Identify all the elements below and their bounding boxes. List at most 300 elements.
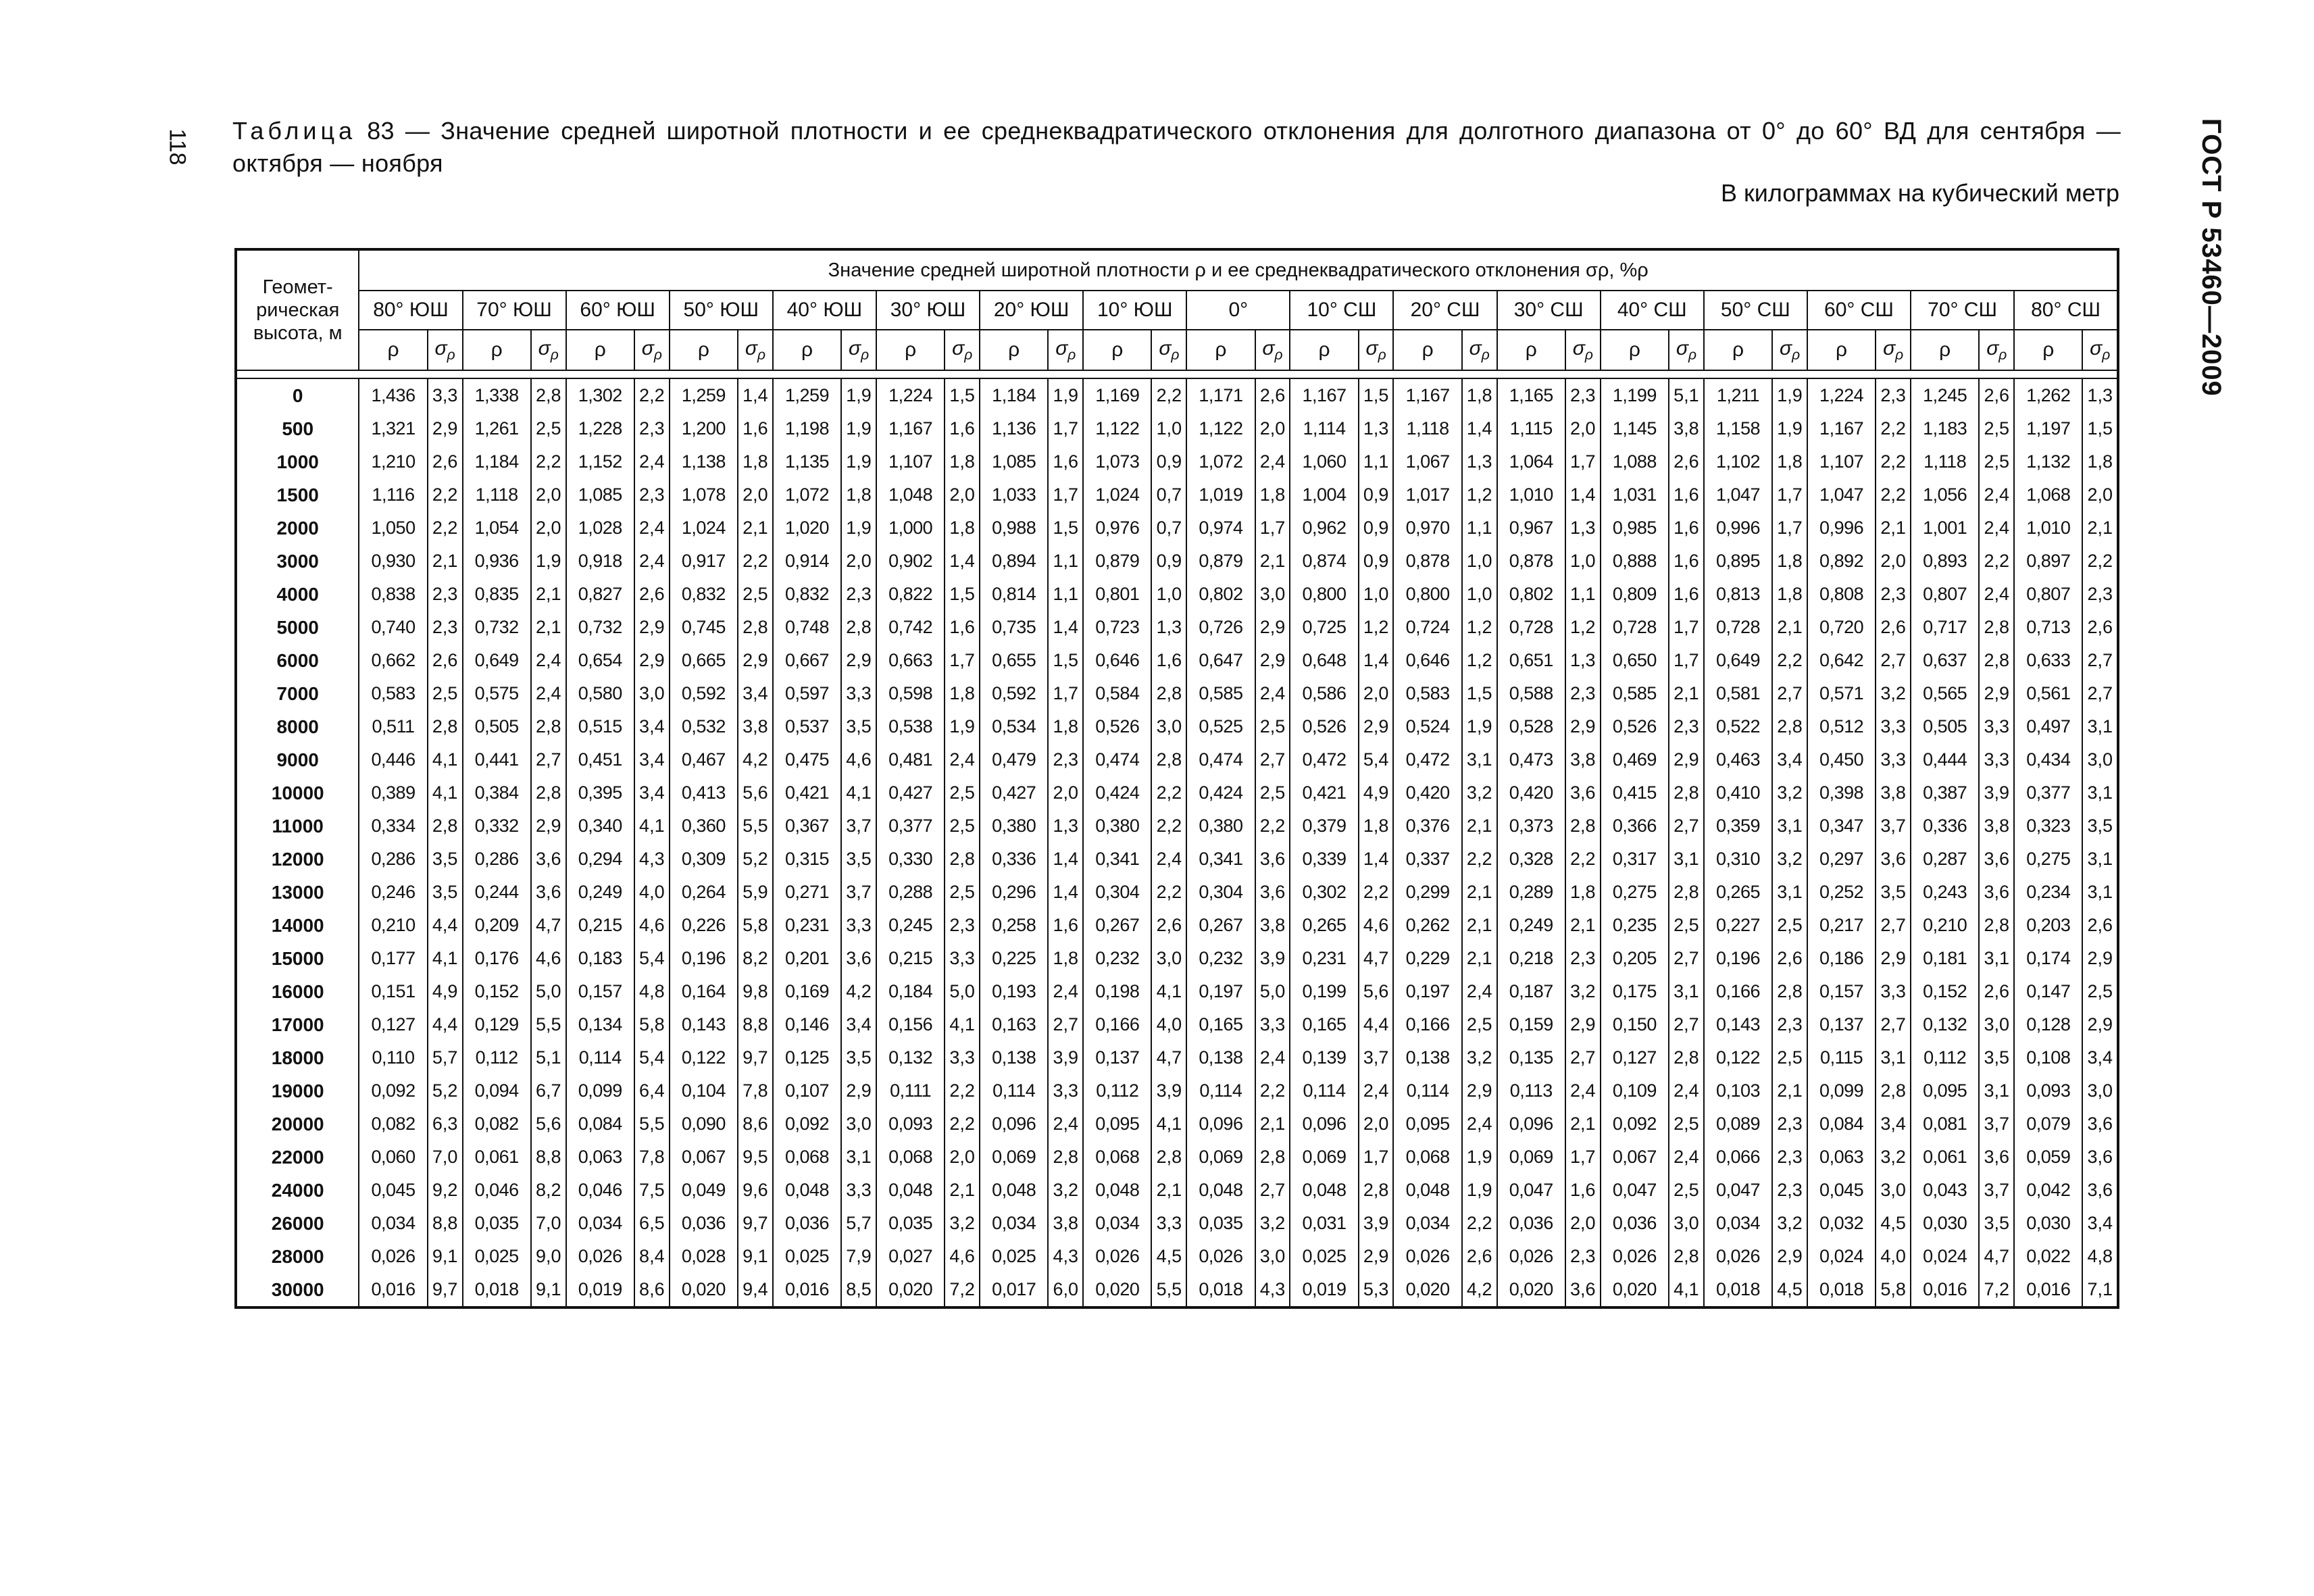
density-cell: 0,249 [566, 876, 634, 909]
density-cell: 1,088 [1601, 445, 1669, 478]
deviation-cell: 3,9 [1151, 1074, 1186, 1107]
deviation-cell: 2,8 [1876, 1074, 1911, 1107]
density-cell: 0,063 [566, 1141, 634, 1174]
deviation-cell: 2,1 [1462, 876, 1497, 909]
density-cell: 1,211 [1704, 378, 1772, 412]
altitude-cell: 22000 [236, 1141, 359, 1174]
density-cell: 1,261 [463, 412, 531, 445]
deviation-cell: 3,2 [1876, 677, 1911, 710]
density-cell: 0,359 [1704, 809, 1772, 843]
table-row [236, 644, 2118, 677]
deviation-cell: 2,7 [2082, 644, 2118, 677]
deviation-cell: 2,6 [634, 578, 670, 611]
deviation-cell: 2,5 [531, 412, 566, 445]
value-header-text: Значение средней широтной плотности ρ и ее среднеквадратического отклонения σρ, %ρ [828, 259, 1649, 281]
density-cell: 0,193 [980, 975, 1048, 1008]
deviation-cell: 3,3 [1048, 1074, 1083, 1107]
standard-id: ГОСТ Р 53460—2009 [2196, 118, 2226, 397]
density-cell: 1,085 [566, 478, 634, 512]
density-cell: 0,367 [773, 809, 841, 843]
table-row [236, 412, 2118, 445]
density-cell: 0,323 [2014, 809, 2082, 843]
deviation-cell: 4,4 [1359, 1008, 1394, 1041]
density-cell: 0,137 [1807, 1008, 1876, 1041]
deviation-cell: 2,7 [1048, 1008, 1083, 1041]
density-cell: 0,111 [876, 1074, 945, 1107]
density-cell: 0,187 [1497, 975, 1565, 1008]
deviation-cell: 0,7 [1151, 478, 1186, 512]
deviation-cell: 1,5 [945, 578, 980, 611]
deviation-cell: 3,3 [428, 378, 463, 412]
altitude-cell: 20000 [236, 1107, 359, 1141]
deviation-cell: 5,5 [634, 1107, 670, 1141]
density-cell: 0,267 [1186, 909, 1255, 942]
density-cell: 0,902 [876, 545, 945, 578]
deviation-cell: 2,9 [428, 412, 463, 445]
deviation-cell: 3,3 [1255, 1008, 1290, 1041]
deviation-cell: 1,4 [1048, 876, 1083, 909]
density-cell: 1,116 [359, 478, 427, 512]
density-cell: 1,047 [1704, 478, 1772, 512]
deviation-cell: 1,8 [841, 478, 876, 512]
deviation-cell: 1,8 [1359, 809, 1394, 843]
density-cell: 0,025 [463, 1240, 531, 1273]
density-cell: 0,243 [1911, 876, 1979, 909]
deviation-cell: 1,7 [1359, 1141, 1394, 1174]
density-cell: 0,967 [1497, 512, 1565, 545]
density-cell: 0,048 [980, 1174, 1048, 1207]
density-cell: 0,336 [980, 843, 1048, 876]
deviation-cell: 3,6 [1876, 843, 1911, 876]
deviation-cell: 3,6 [1565, 1273, 1601, 1307]
density-cell: 0,226 [670, 909, 738, 942]
deviation-cell: 9,8 [738, 975, 773, 1008]
density-cell: 0,522 [1704, 710, 1772, 743]
deviation-cell: 2,3 [1876, 378, 1911, 412]
deviation-cell: 3,8 [1048, 1207, 1083, 1240]
density-cell: 1,167 [876, 412, 945, 445]
density-cell: 0,084 [566, 1107, 634, 1141]
density-cell: 0,505 [1911, 710, 1979, 743]
density-cell: 0,801 [1083, 578, 1151, 611]
sigma-header: $\sigma_\rho$ [1359, 330, 1394, 370]
zone-header: 70° СШ [1911, 291, 2014, 330]
zone-header: 10° ЮШ [1083, 291, 1186, 330]
density-cell: 0,424 [1083, 776, 1151, 809]
deviation-cell: 1,8 [1565, 876, 1601, 909]
altitude-cell: 0 [236, 378, 359, 412]
density-cell: 0,267 [1083, 909, 1151, 942]
density-cell: 0,198 [1083, 975, 1151, 1008]
deviation-cell: 4,1 [428, 743, 463, 776]
deviation-cell: 1,7 [1048, 677, 1083, 710]
deviation-cell: 2,4 [1359, 1074, 1394, 1107]
density-cell: 0,114 [1290, 1074, 1358, 1107]
density-cell: 0,879 [1186, 545, 1255, 578]
density-cell: 0,018 [1807, 1273, 1876, 1307]
density-cell: 0,585 [1186, 677, 1255, 710]
deviation-cell: 1,9 [1048, 378, 1083, 412]
density-cell: 0,036 [670, 1207, 738, 1240]
density-cell: 0,647 [1186, 644, 1255, 677]
deviation-cell: 2,5 [945, 809, 980, 843]
deviation-cell: 3,2 [1255, 1207, 1290, 1240]
deviation-cell: 2,4 [1048, 975, 1083, 1008]
density-cell: 0,336 [1911, 809, 1979, 843]
deviation-cell: 3,2 [1772, 1207, 1807, 1240]
deviation-cell: 2,6 [1772, 942, 1807, 975]
deviation-cell: 0,9 [1151, 445, 1186, 478]
density-cell: 0,203 [2014, 909, 2082, 942]
deviation-cell: 3,0 [2082, 743, 2118, 776]
deviation-cell: 3,1 [1772, 809, 1807, 843]
deviation-cell: 9,2 [428, 1174, 463, 1207]
density-cell: 0,424 [1186, 776, 1255, 809]
density-cell: 0,229 [1393, 942, 1461, 975]
density-cell: 0,398 [1807, 776, 1876, 809]
density-cell: 0,252 [1807, 876, 1876, 909]
deviation-cell: 2,2 [1359, 876, 1394, 909]
density-cell: 1,060 [1290, 445, 1358, 478]
table-row [236, 942, 2118, 975]
deviation-cell: 2,2 [428, 512, 463, 545]
density-cell: 0,165 [1290, 1008, 1358, 1041]
density-cell: 0,069 [1290, 1141, 1358, 1174]
density-cell: 1,048 [876, 478, 945, 512]
density-cell: 0,046 [463, 1174, 531, 1207]
altitude-cell: 3000 [236, 545, 359, 578]
table-row [236, 611, 2118, 644]
deviation-cell: 3,5 [428, 843, 463, 876]
altitude-cell: 13000 [236, 876, 359, 909]
density-cell: 0,463 [1704, 743, 1772, 776]
density-cell: 0,874 [1290, 545, 1358, 578]
density-cell: 0,181 [1911, 942, 1979, 975]
deviation-cell: 2,1 [945, 1174, 980, 1207]
deviation-cell: 4,1 [1669, 1273, 1704, 1307]
density-cell: 0,286 [359, 843, 427, 876]
density-cell: 1,019 [1186, 478, 1255, 512]
deviation-cell: 1,9 [1462, 1141, 1497, 1174]
density-cell: 0,646 [1083, 644, 1151, 677]
density-cell: 0,205 [1601, 942, 1669, 975]
deviation-cell: 5,5 [1151, 1273, 1186, 1307]
altitude-cell: 17000 [236, 1008, 359, 1041]
density-cell: 0,090 [670, 1107, 738, 1141]
density-cell: 1,245 [1911, 378, 1979, 412]
density-cell: 0,048 [773, 1174, 841, 1207]
density-cell: 0,067 [1601, 1141, 1669, 1174]
deviation-cell: 1,7 [1255, 512, 1290, 545]
table-row [236, 1008, 2118, 1041]
density-cell: 0,809 [1601, 578, 1669, 611]
deviation-cell: 2,5 [1462, 1008, 1497, 1041]
deviation-cell: 2,0 [945, 478, 980, 512]
density-cell: 0,235 [1601, 909, 1669, 942]
deviation-cell: 3,1 [1462, 743, 1497, 776]
deviation-cell: 4,7 [1979, 1240, 2014, 1273]
deviation-cell: 2,0 [738, 478, 773, 512]
deviation-cell: 3,6 [2082, 1107, 2118, 1141]
density-cell: 1,078 [670, 478, 738, 512]
deviation-cell: 2,8 [1151, 743, 1186, 776]
deviation-cell: 2,4 [1669, 1141, 1704, 1174]
deviation-cell: 2,4 [1462, 975, 1497, 1008]
deviation-cell: 2,2 [945, 1107, 980, 1141]
deviation-cell: 2,2 [531, 445, 566, 478]
deviation-cell: 2,2 [1565, 843, 1601, 876]
deviation-cell: 0,9 [1359, 545, 1394, 578]
density-cell: 0,018 [463, 1273, 531, 1307]
density-cell: 0,340 [566, 809, 634, 843]
density-cell: 0,725 [1290, 611, 1358, 644]
density-cell: 0,389 [359, 776, 427, 809]
deviation-cell: 5,9 [738, 876, 773, 909]
deviation-cell: 1,6 [1669, 578, 1704, 611]
density-cell: 0,035 [1186, 1207, 1255, 1240]
sigma-header: $\sigma_\rho$ [1048, 330, 1083, 370]
deviation-cell: 2,1 [531, 578, 566, 611]
density-cell: 0,717 [1911, 611, 1979, 644]
density-cell: 0,227 [1704, 909, 1772, 942]
density-cell: 0,030 [2014, 1207, 2082, 1240]
density-cell: 0,339 [1290, 843, 1358, 876]
density-cell: 0,347 [1807, 809, 1876, 843]
density-cell: 0,571 [1807, 677, 1876, 710]
deviation-cell: 2,8 [531, 776, 566, 809]
deviation-cell: 2,5 [2082, 975, 2118, 1008]
deviation-cell: 3,5 [1979, 1207, 2014, 1240]
deviation-cell: 2,5 [1255, 776, 1290, 809]
rho-header: ρ [1704, 330, 1772, 370]
density-cell: 0,832 [670, 578, 738, 611]
density-cell: 0,068 [773, 1141, 841, 1174]
deviation-cell: 3,5 [841, 1041, 876, 1074]
units-note: В килограммах на кубический метр [1720, 179, 2119, 207]
density-cell: 0,163 [980, 1008, 1048, 1041]
density-cell: 0,246 [359, 876, 427, 909]
density-cell: 0,304 [1083, 876, 1151, 909]
density-cell: 1,224 [1807, 378, 1876, 412]
deviation-cell: 2,2 [1255, 809, 1290, 843]
deviation-cell: 5,5 [531, 1008, 566, 1041]
deviation-cell: 6,3 [428, 1107, 463, 1141]
deviation-cell: 1,6 [1048, 445, 1083, 478]
deviation-cell: 8,8 [531, 1141, 566, 1174]
density-cell: 1,135 [773, 445, 841, 478]
density-cell: 0,026 [1497, 1240, 1565, 1273]
deviation-cell: 2,2 [2082, 545, 2118, 578]
deviation-cell: 2,3 [1048, 743, 1083, 776]
density-cell: 1,259 [773, 378, 841, 412]
density-cell: 1,167 [1290, 378, 1358, 412]
deviation-cell: 3,4 [634, 710, 670, 743]
deviation-cell: 2,5 [1979, 412, 2014, 445]
density-cell: 0,197 [1393, 975, 1461, 1008]
deviation-cell: 4,0 [1876, 1240, 1911, 1273]
deviation-cell: 6,0 [1048, 1273, 1083, 1307]
deviation-cell: 3,4 [2082, 1041, 2118, 1074]
deviation-cell: 3,1 [1772, 876, 1807, 909]
deviation-cell: 1,7 [1772, 478, 1807, 512]
deviation-cell: 2,8 [1669, 876, 1704, 909]
density-cell: 0,232 [1083, 942, 1151, 975]
deviation-cell: 7,5 [634, 1174, 670, 1207]
density-cell: 1,050 [359, 512, 427, 545]
density-cell: 0,127 [1601, 1041, 1669, 1074]
deviation-cell: 2,8 [1048, 1141, 1083, 1174]
table-row [236, 478, 2118, 512]
density-cell: 0,225 [980, 942, 1048, 975]
deviation-cell: 5,4 [1359, 743, 1394, 776]
deviation-cell: 2,3 [1772, 1174, 1807, 1207]
deviation-cell: 2,9 [2082, 1008, 2118, 1041]
density-cell: 1,228 [566, 412, 634, 445]
deviation-cell: 2,3 [1565, 1240, 1601, 1273]
density-cell: 0,330 [876, 843, 945, 876]
deviation-cell: 2,1 [738, 512, 773, 545]
deviation-cell: 2,9 [1359, 1240, 1394, 1273]
deviation-cell: 4,9 [428, 975, 463, 1008]
density-cell: 0,114 [980, 1074, 1048, 1107]
deviation-cell: 1,2 [1462, 644, 1497, 677]
deviation-cell: 3,1 [1669, 975, 1704, 1008]
deviation-cell: 7,0 [531, 1207, 566, 1240]
deviation-cell: 5,2 [428, 1074, 463, 1107]
deviation-cell: 3,6 [1979, 1141, 2014, 1174]
deviation-cell: 2,9 [841, 1074, 876, 1107]
deviation-cell: 3,6 [531, 843, 566, 876]
density-cell: 1,073 [1083, 445, 1151, 478]
density-cell: 0,297 [1807, 843, 1876, 876]
density-cell: 0,561 [2014, 677, 2082, 710]
deviation-cell: 2,4 [1979, 578, 2014, 611]
deviation-cell: 4,6 [634, 909, 670, 942]
deviation-cell: 3,7 [1979, 1174, 2014, 1207]
deviation-cell: 2,8 [1979, 644, 2014, 677]
density-cell: 0,068 [876, 1141, 945, 1174]
deviation-cell: 1,5 [1048, 512, 1083, 545]
deviation-cell: 4,0 [634, 876, 670, 909]
deviation-cell: 3,3 [1979, 710, 2014, 743]
deviation-cell: 3,1 [1876, 1041, 1911, 1074]
density-cell: 0,420 [1497, 776, 1565, 809]
density-cell: 0,069 [980, 1141, 1048, 1174]
deviation-cell: 3,4 [1876, 1107, 1911, 1141]
deviation-cell: 2,4 [531, 644, 566, 677]
density-cell: 0,315 [773, 843, 841, 876]
density-cell: 0,720 [1807, 611, 1876, 644]
density-cell: 1,167 [1807, 412, 1876, 445]
rho-header: ρ [670, 330, 738, 370]
density-cell: 1,000 [876, 512, 945, 545]
deviation-cell: 2,2 [1462, 843, 1497, 876]
density-cell: 0,020 [1601, 1273, 1669, 1307]
deviation-cell: 9,6 [738, 1174, 773, 1207]
deviation-cell: 2,1 [1462, 942, 1497, 975]
density-cell: 0,035 [876, 1207, 945, 1240]
deviation-cell: 2,6 [1979, 975, 2014, 1008]
deviation-cell: 2,4 [1048, 1107, 1083, 1141]
table-row [236, 809, 2118, 843]
deviation-cell: 1,6 [1669, 478, 1704, 512]
density-cell: 0,415 [1601, 776, 1669, 809]
density-cell: 0,092 [359, 1074, 427, 1107]
density-cell: 0,649 [463, 644, 531, 677]
deviation-cell: 4,1 [634, 809, 670, 843]
density-cell: 0,427 [980, 776, 1048, 809]
deviation-cell: 6,7 [531, 1074, 566, 1107]
density-cell: 0,895 [1704, 545, 1772, 578]
deviation-cell: 2,0 [1048, 776, 1083, 809]
deviation-cell: 2,0 [1359, 1107, 1394, 1141]
deviation-cell: 2,6 [1255, 378, 1290, 412]
deviation-cell: 9,1 [738, 1240, 773, 1273]
density-cell: 1,165 [1497, 378, 1565, 412]
deviation-cell: 2,8 [1772, 975, 1807, 1008]
density-cell: 0,585 [1601, 677, 1669, 710]
deviation-cell: 3,6 [2082, 1141, 2118, 1174]
deviation-cell: 2,7 [2082, 677, 2118, 710]
deviation-cell: 2,8 [841, 611, 876, 644]
density-cell: 1,184 [980, 378, 1048, 412]
density-cell: 0,095 [1393, 1107, 1461, 1141]
density-cell: 0,089 [1704, 1107, 1772, 1141]
density-cell: 0,420 [1393, 776, 1461, 809]
density-cell: 0,165 [1186, 1008, 1255, 1041]
deviation-cell: 3,5 [428, 876, 463, 909]
density-cell: 0,082 [359, 1107, 427, 1141]
deviation-cell: 2,9 [1979, 677, 2014, 710]
deviation-cell: 4,1 [428, 776, 463, 809]
density-cell: 0,215 [876, 942, 945, 975]
deviation-cell: 2,3 [428, 578, 463, 611]
sigma-header: $\sigma_\rho$ [531, 330, 566, 370]
deviation-cell: 1,9 [841, 445, 876, 478]
deviation-cell: 2,7 [1876, 1008, 1911, 1041]
deviation-cell: 3,6 [1979, 843, 2014, 876]
deviation-cell: 3,2 [1462, 776, 1497, 809]
deviation-cell: 5,8 [1876, 1273, 1911, 1307]
density-cell: 0,201 [773, 942, 841, 975]
density-cell: 0,740 [359, 611, 427, 644]
density-cell: 0,380 [980, 809, 1048, 843]
deviation-cell: 2,4 [634, 445, 670, 478]
density-cell: 0,059 [2014, 1141, 2082, 1174]
density-cell: 1,262 [2014, 378, 2082, 412]
altitude-cell: 14000 [236, 909, 359, 942]
deviation-cell: 1,0 [1462, 545, 1497, 578]
density-cell: 0,988 [980, 512, 1048, 545]
deviation-cell: 1,5 [1048, 644, 1083, 677]
deviation-cell: 2,8 [1979, 611, 2014, 644]
deviation-cell: 3,1 [1669, 843, 1704, 876]
sigma-header: $\sigma_\rho$ [1876, 330, 1911, 370]
density-cell: 0,813 [1704, 578, 1772, 611]
density-cell: 0,427 [876, 776, 945, 809]
deviation-cell: 2,4 [531, 677, 566, 710]
deviation-cell: 3,5 [841, 710, 876, 743]
deviation-cell: 3,5 [841, 843, 876, 876]
density-cell: 0,970 [1393, 512, 1461, 545]
density-cell: 0,827 [566, 578, 634, 611]
table-row [236, 1141, 2118, 1174]
deviation-cell: 3,9 [1255, 942, 1290, 975]
deviation-cell: 9,1 [428, 1240, 463, 1273]
table-row [236, 512, 2118, 545]
density-cell: 0,892 [1807, 545, 1876, 578]
deviation-cell: 2,8 [738, 611, 773, 644]
